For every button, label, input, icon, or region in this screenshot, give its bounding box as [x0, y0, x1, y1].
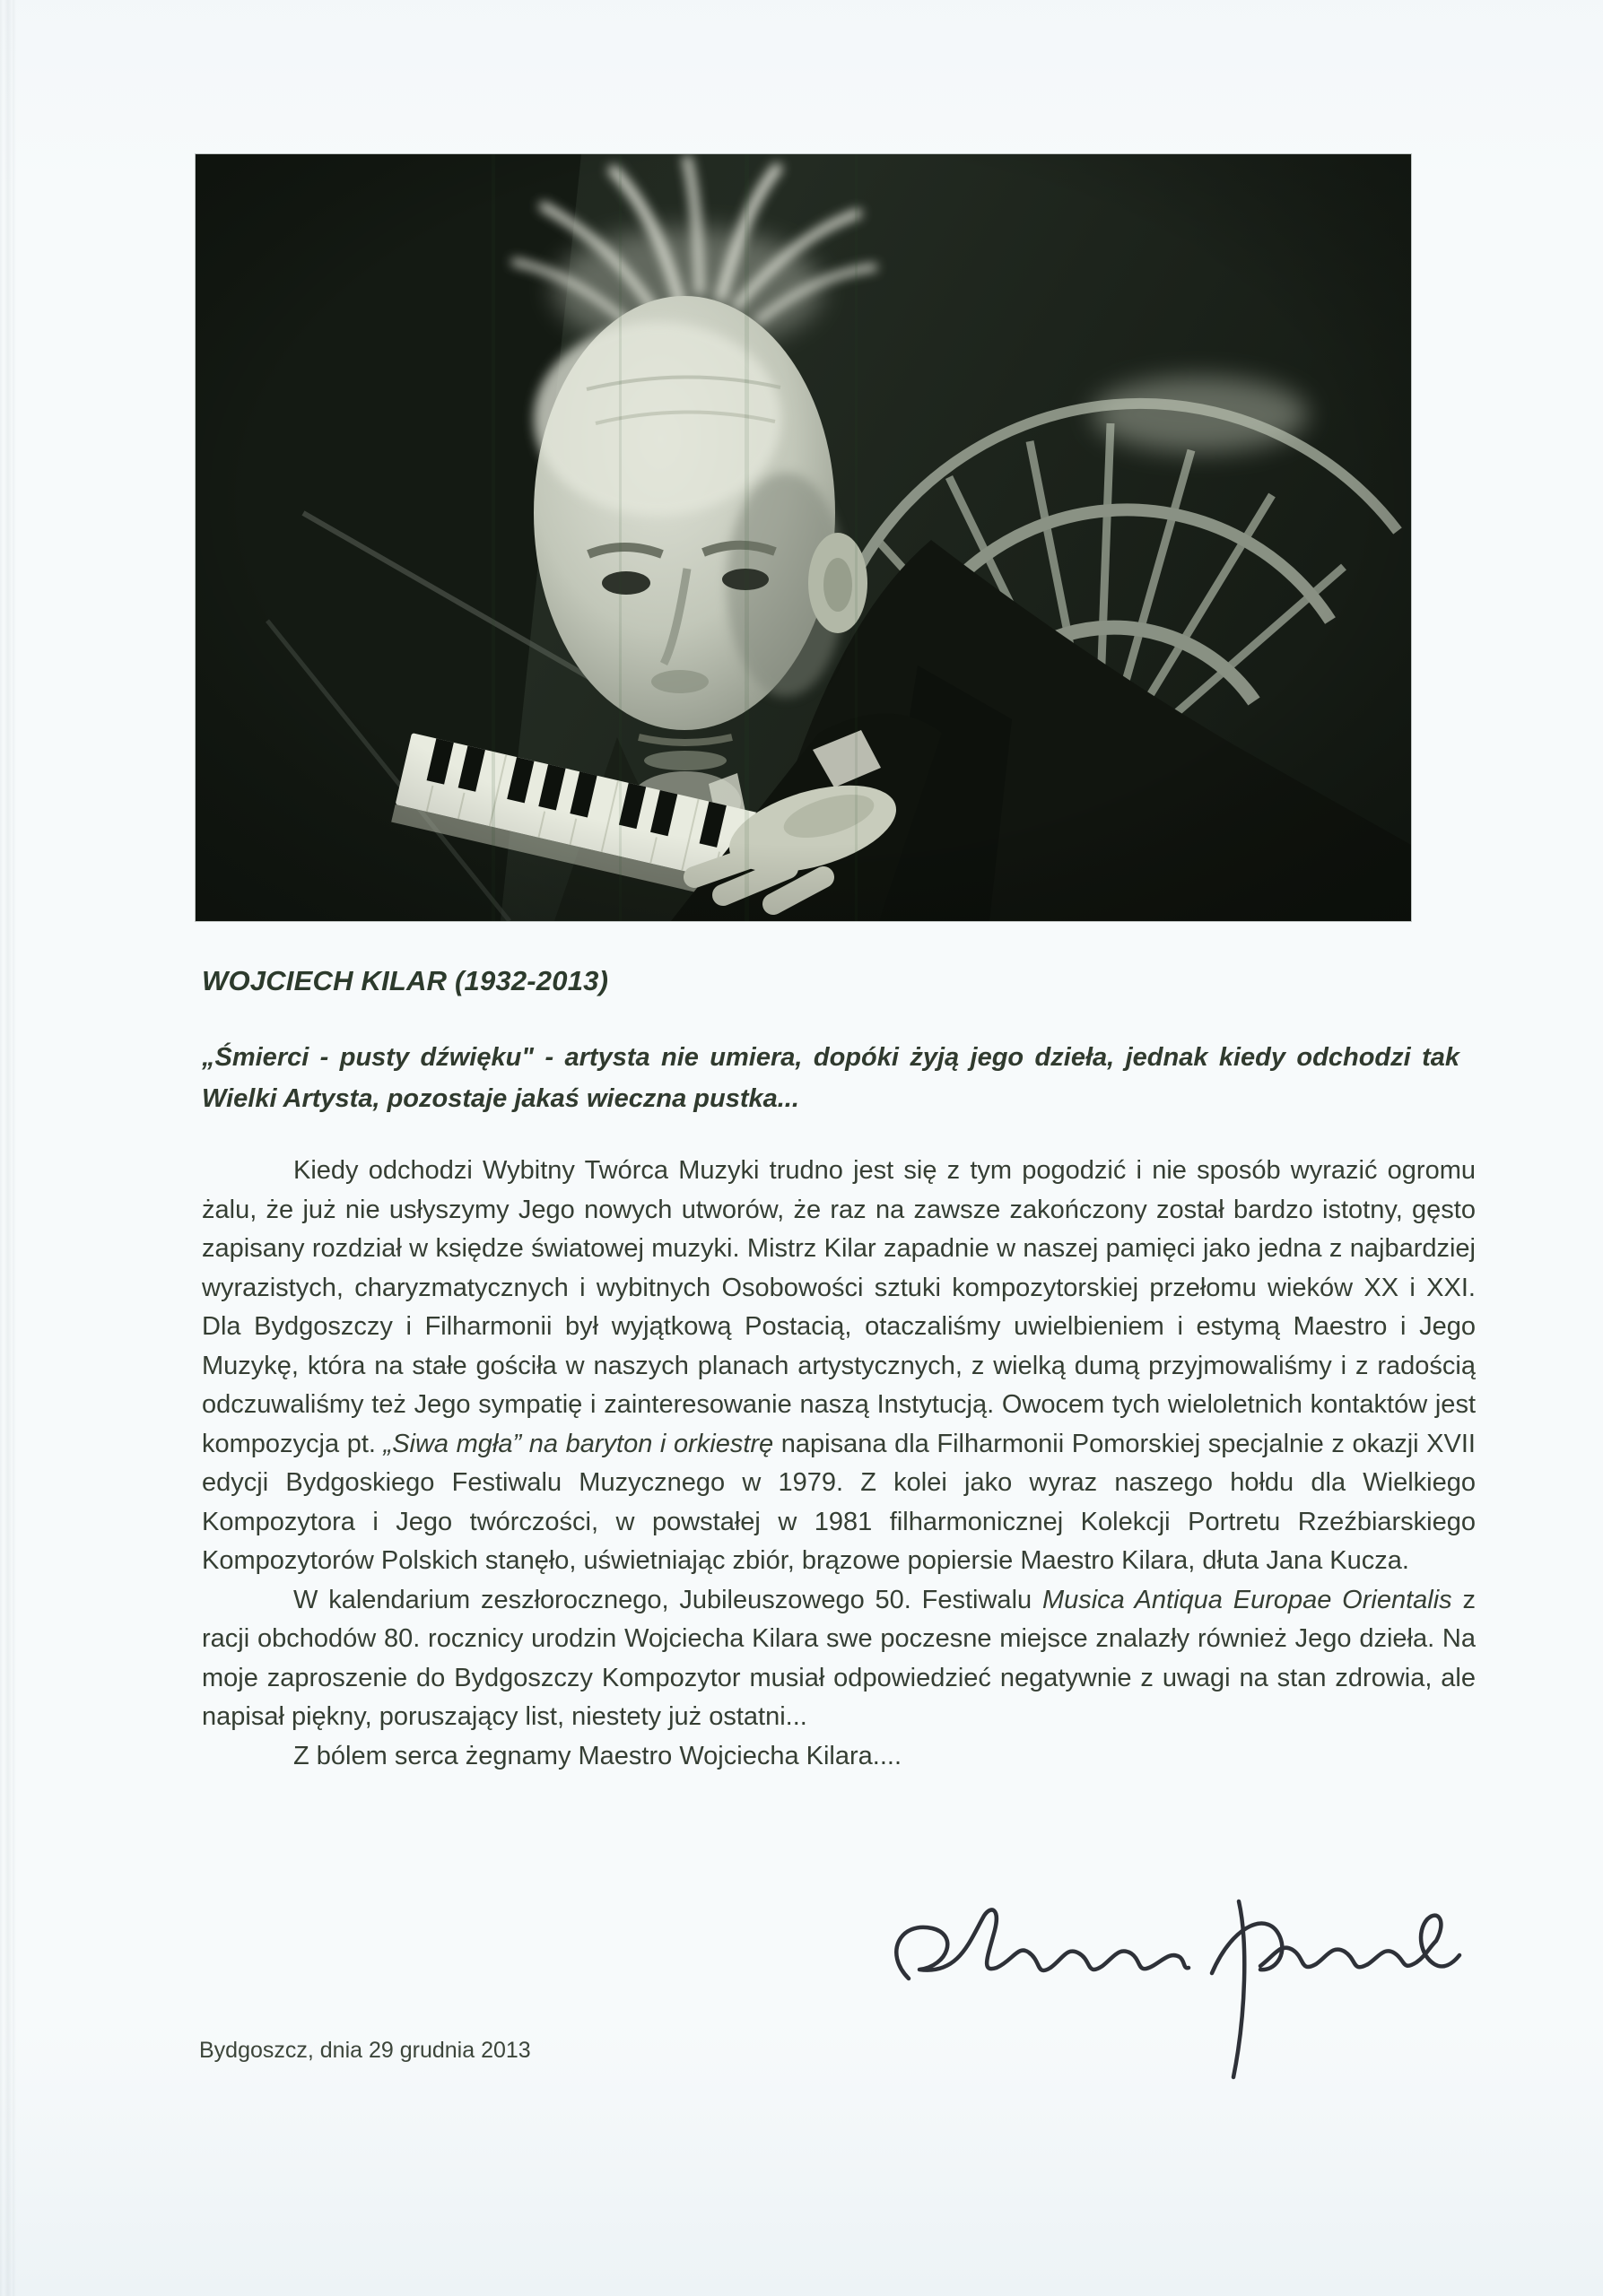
portrait-photo [196, 154, 1411, 921]
paragraph-1: Kiedy odchodzi Wybitny Twórca Muzyki trudno jest się z tym pogodzić i nie sposób wyrazić ogromu żalu, że już nie usłyszymy Jego nowych utworów, że raz na zawsze zakończony został bardzo istotny, gęsto zapisany rozdział w księdze światowej muzyki. Mistrz Kilar zapadnie w naszej pamięci jako jedna z najbardziej wyrazistych, charyzmatycznych i wybitnych Osobowości sztuki kompozytorskiej przełomu wieków XX i XXI. Dla Bydgoszczy i Filharmonii był wyjątkową Postacią, otaczaliśmy uwielbieniem i estymą Maestro i Jego Muzykę, która na stałe gościła w naszych planach artystycznych, z wielką dumą przyjmowaliśmy i z radością odczuwaliśmy też Jego sympatię i zainteresowanie naszą Instytucją. Owocem tych wieloletnich kontaktów jest kompozycja pt. „Siwa mgła” na baryton i orkiestrę napisana dla Filharmonii Pomorskiej specjalnie z okazji XVII edycji Bydgoskiego Festiwalu Muzycznego w 1979. Z kolei jako wyraz naszego hołdu dla Wielkiego Kompozytora i Jego twórczości, w powstałej w 1981 filharmonicznej Kolekcji Portretu Rzeźbiarskiego Kompozytorów Polskich stanęło, uświetniając zbiór, brązowe popiersie Maestro Kilara, dłuta Jana Kucza. [202, 1156, 1476, 1575]
document-title: WOJCIECH KILAR (1932-2013) [202, 965, 609, 996]
closing-line: Z bólem serca żegnamy Maestro Wojciecha Kilara.... [293, 1741, 902, 1770]
portrait-photo-graphic [196, 154, 1411, 921]
dateline: Bydgoszcz, dnia 29 grudnia 2013 [199, 2038, 531, 2063]
paragraph-2: W kalendarium zeszłorocznego, Jubileuszowego 50. Festiwalu Musica Antiqua Europae Orientalis z racji obchodów 80. rocznicy urodzin Wojciecha Kilara swe poczesne miejsce znalazły również Jego dzieła. Na moje zaproszenie do Bydgoszczy Kompozytor musiał odpowiedzieć negatywnie z uwagi na stan zdrowia, ale napisał piękny, poruszający list, niestety już ostatni... [202, 1585, 1476, 1731]
epigraph-quote: „Śmierci - pusty dźwięku" - artysta nie umiera, dopóki żyją jego dzieła, jednak kiedy odchodzi tak Wielki Artysta, pozostaje jakaś wieczna pustka... [202, 1043, 1459, 1113]
letter-body [202, 1152, 1476, 1776]
signature [866, 1864, 1476, 2088]
scan-artifact-streaks [0, 0, 16, 2296]
signature-strokes [866, 1864, 1476, 2088]
